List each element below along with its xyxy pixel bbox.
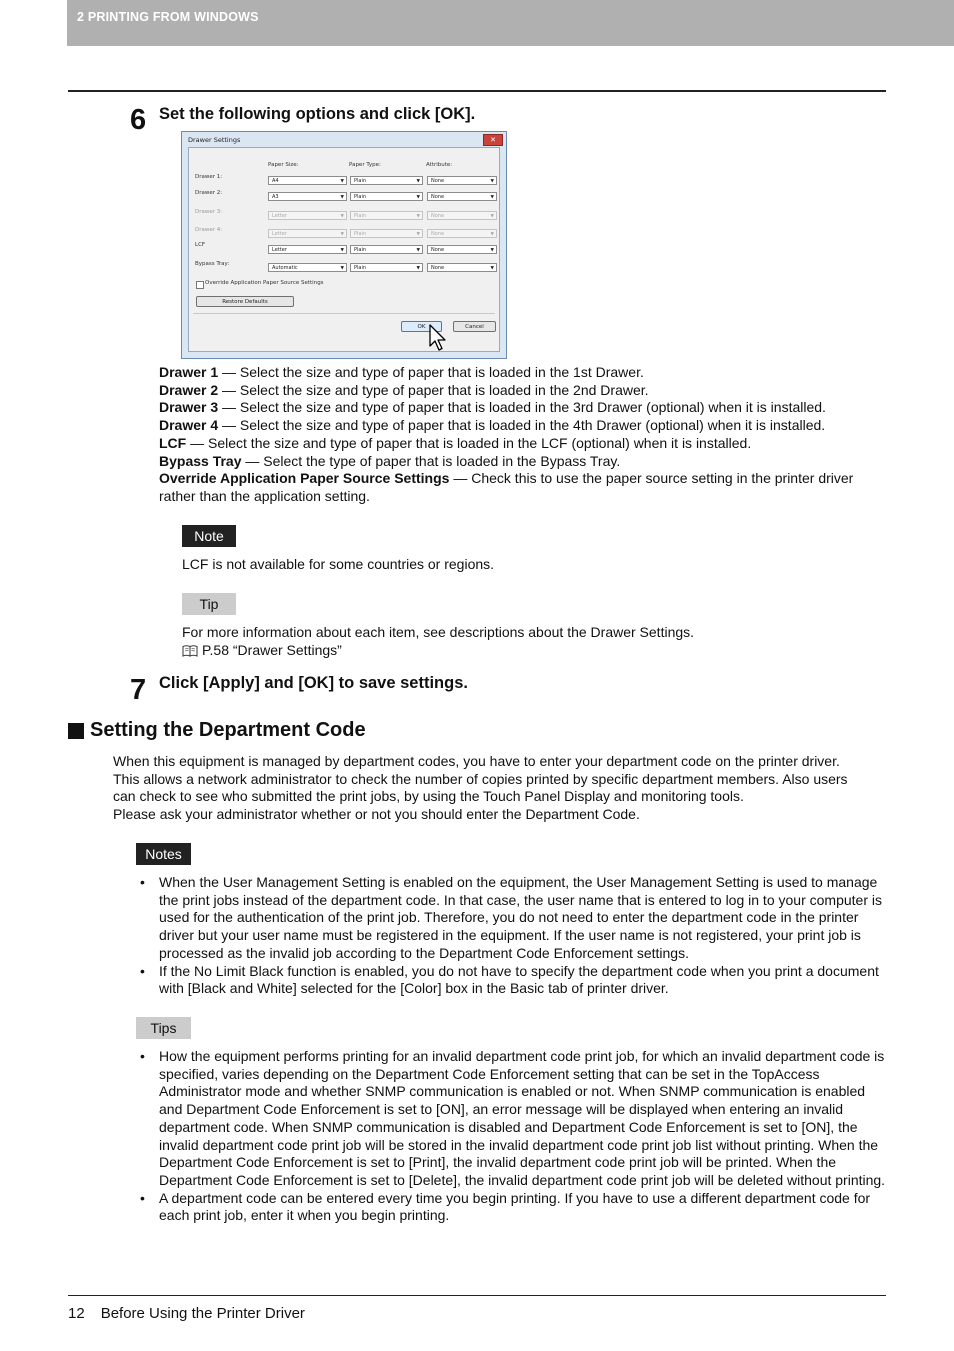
footer-rule [68, 1295, 886, 1296]
tip-label: Tip [182, 593, 236, 615]
description-line: Override Application Paper Source Settings — Check this to use the paper source setting in the printer driver rather than the application setting. [159, 470, 854, 504]
attribute-select[interactable]: None ▼ [427, 229, 497, 238]
dialog-title: Drawer Settings [188, 136, 241, 144]
description-line: LCF — Select the size and type of paper that is loaded in the LCF (optional) when it is installed. [159, 434, 752, 451]
paper-type-select[interactable]: Plain ▼ [350, 192, 423, 201]
intro-line: can check to see who submitted the print jobs, by using the Touch Panel Display and monitoring tools. [113, 788, 744, 805]
paper-size-select[interactable]: Letter ▼ [268, 245, 347, 254]
step-7-title: Click [Apply] and [OK] to save settings. [159, 674, 468, 692]
attribute-select[interactable]: None ▼ [427, 263, 497, 272]
paper-size-select[interactable]: Letter ▼ [268, 211, 347, 220]
ok-button[interactable]: OK [401, 321, 442, 332]
description-line: Drawer 3 — Select the size and type of paper that is loaded in the 3rd Drawer (optional) when it is installed. [159, 399, 826, 416]
section-intro [113, 753, 886, 824]
paper-size-select[interactable]: Automatic ▼ [268, 263, 347, 272]
tip-block [182, 624, 694, 659]
paper-size-select[interactable]: A3 ▼ [268, 192, 347, 201]
mouse-cursor-icon [428, 324, 448, 352]
option-descriptions [159, 364, 887, 506]
row-label: Drawer 1: [195, 174, 223, 180]
section-title: Setting the Department Code [90, 719, 366, 741]
paper-type-header: Paper Type: [349, 162, 381, 168]
top-rule [68, 90, 886, 92]
note-text: LCF is not available for some countries or regions. [182, 556, 495, 572]
step-6-number: 6 [130, 104, 147, 136]
tip-reference[interactable]: P.58 “Drawer Settings” [182, 642, 694, 660]
paper-type-select[interactable]: Plain ▼ [350, 211, 423, 220]
description-line: Bypass Tray — Select the type of paper that is loaded in the Bypass Tray. [159, 452, 621, 469]
tips-list [140, 1048, 886, 1225]
list-item: • If the No Limit Black function is enabled, you do not have to specify the department code when you print a document with [Black and White] selected for the [Color] box in the Basic tab of printer driver. [140, 962, 879, 997]
chapter-title: 2 PRINTING FROM WINDOWS [77, 10, 259, 24]
drawer-settings-dialog [181, 131, 507, 359]
override-checkbox[interactable] [196, 281, 204, 289]
row-label: Drawer 4: [195, 227, 223, 233]
paper-type-select[interactable]: Plain ▼ [350, 229, 423, 238]
intro-line: When this equipment is managed by department codes, you have to enter your department code on the printer driver. [113, 753, 840, 769]
row-label: Drawer 3: [195, 209, 223, 215]
list-item: • When the User Management Setting is enabled on the equipment, the User Management Setting is used to manage the print jobs instead of the department code. In that case, the user name that is entered to log in to your computer is used for the authentication of the print job. Therefore, you do not need to enter the department code in the printer driver but your user name must be registered in the equipment. If the user name is not registered, your print job is processed as the invalid job according to the Department Code Enforcement settings. [140, 874, 882, 961]
tip-text: For more information about each item, see descriptions about the Drawer Settings. [182, 624, 695, 640]
dialog-body [188, 147, 500, 352]
page-footer [68, 1305, 305, 1322]
paper-type-select[interactable]: Plain ▼ [350, 263, 423, 272]
tips-label: Tips [136, 1017, 191, 1039]
step-6-title: Set the following options and click [OK]. [159, 105, 476, 123]
list-item: • How the equipment performs printing for an invalid department code print job, for which an invalid department code is specified, varies depending on the Department Code Enforcement setting that can be set in the TopAccess Administrator mode and whether SNMP communication is enabled or not. When SNMP communication is enabled and Department Code Enforcement is set to [ON], an error message will be displayed when entering an invalid department code. When SNMP communication is disabled and Department Code Enforcement is set to [ON], the invalid department code print job will be stored in the invalid department code print job list without printing. When the Department Code Enforcement is set to [Print], the invalid department code print job will be printed. When the Department Code Enforcement is set to [Delete], the invalid department code print job will be deleted without printing. [140, 1048, 886, 1188]
section-square-icon [68, 723, 84, 739]
attribute-header: Attribute: [426, 162, 453, 168]
paper-type-select[interactable]: Plain ▼ [350, 176, 423, 185]
page-number: 12 [68, 1305, 85, 1322]
attribute-select[interactable]: None ▼ [427, 192, 497, 201]
book-icon [182, 645, 198, 657]
cancel-button[interactable]: Cancel [453, 321, 496, 332]
row-label: LCF [195, 242, 206, 248]
section-heading [68, 719, 366, 742]
row-label: Drawer 2: [195, 190, 223, 196]
row-label: Bypass Tray: [195, 261, 230, 267]
intro-line: Please ask your administrator whether or not you should enter the Department Code. [113, 806, 640, 823]
notes-list [140, 874, 886, 998]
dialog-separator [193, 313, 495, 314]
notes-label: Notes [136, 843, 191, 865]
attribute-select[interactable]: None ▼ [427, 211, 497, 220]
chapter-header-bar [67, 0, 954, 46]
intro-line: This allows a network administrator to check the number of copies printed by specific department members. Also users [113, 770, 848, 787]
restore-defaults-button[interactable]: Restore Defaults [196, 296, 294, 307]
note-label: Note [182, 525, 236, 547]
description-line: Drawer 2 — Select the size and type of paper that is loaded in the 2nd Drawer. [159, 381, 649, 398]
list-item: • A department code can be entered every time you begin printing. If you have to use a different department code for each print job, enter it when you begin printing. [140, 1189, 871, 1224]
description-line: Drawer 4 — Select the size and type of paper that is loaded in the 4th Drawer (optional) when it is installed. [159, 417, 826, 434]
step-7-number: 7 [130, 674, 147, 706]
attribute-select[interactable]: None ▼ [427, 176, 497, 185]
override-label: Override Application Paper Source Settings [205, 280, 324, 286]
description-line: Drawer 1 — Select the size and type of paper that is loaded in the 1st Drawer. [159, 364, 644, 380]
dialog-close-icon[interactable]: ✕ [483, 134, 503, 146]
paper-type-select[interactable]: Plain ▼ [350, 245, 423, 254]
paper-size-select[interactable]: Letter ▼ [268, 229, 347, 238]
attribute-select[interactable]: None ▼ [427, 245, 497, 254]
footer-title: Before Using the Printer Driver [100, 1305, 305, 1322]
paper-size-select[interactable]: A4 ▼ [268, 176, 347, 185]
paper-size-header: Paper Size: [268, 162, 299, 168]
